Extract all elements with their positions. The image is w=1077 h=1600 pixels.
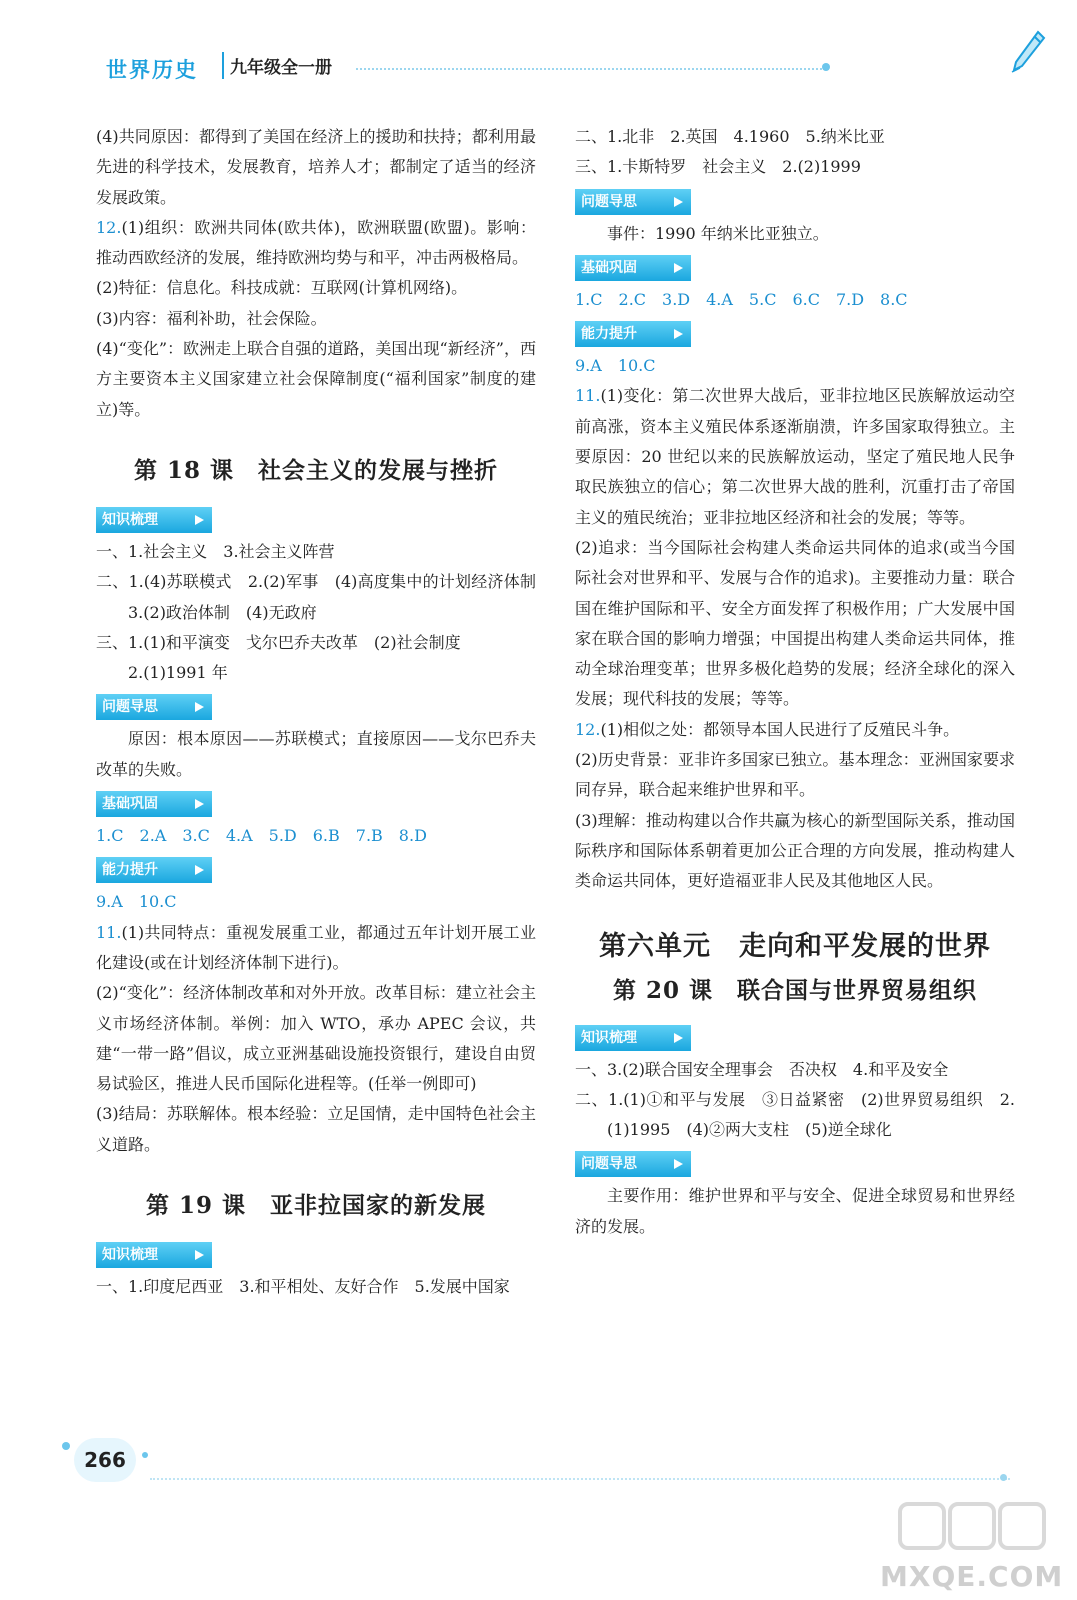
answer-paragraph: (2)追求：当今国际社会构建人类命运共同体的追求(或当今国际社会对世界和平、发展与合作的追求)。主要推动力量：联合国在维护国际和平、安全方面发挥了积极作用；广大发展中国家在联合国的影响力增强；中国提出构建人类命运共同体，推动全球治理变革；世界多极化趋势的发展；经济全球化的深入发展；现代科技的发展；等等。 xyxy=(575,537,1015,709)
choice-answers: 1.C 2.A 3.C 4.A 5.D 6.B 7.B 8.D xyxy=(96,826,427,846)
answer-paragraph: (2)历史背景：亚非许多国家已独立。基本理念：亚洲国家要求同存异，联合起来维护世界和平。 xyxy=(575,750,1015,800)
tag-nengli-tisheng: 能力提升 xyxy=(96,857,212,883)
answer-line: 一、1.社会主义 3.社会主义阵营 xyxy=(96,541,335,561)
question-number: 12. xyxy=(96,217,122,237)
lesson-18-title: 第 18 课 社会主义的发展与挫折 xyxy=(133,456,499,484)
answer-paragraph: (2)特征：信息化。科技成就：互联网(计算机网络)。 xyxy=(96,278,468,298)
answer-paragraph xyxy=(96,213,536,274)
answer-paragraph: (4)“变化”：欧洲走上联合自强的道路，美国出现“新经济”，西方主要资本主义国家建立社会保障制度(“福利国家”制度的建立)等。 xyxy=(96,339,536,419)
answer-paragraph: 事件：1990 年纳米比亚独立。 xyxy=(607,223,829,243)
answer-line: 一、3.(2)联合国安全理事会 否决权 4.和平及安全 xyxy=(575,1059,949,1079)
answer-line: 2.(1)1991 年 xyxy=(128,663,228,683)
answer-paragraph: 原因：根本原因——苏联模式；直接原因——戈尔巴乔夫改革的失败。 xyxy=(96,729,536,779)
tag-jichu-gonggu: 基础巩固 xyxy=(575,255,691,281)
header-divider xyxy=(356,68,826,70)
answer-paragraph: (3)结局：苏联解体。根本经验：立足国情，走中国特色社会主义道路。 xyxy=(96,1104,536,1154)
answer-paragraph xyxy=(96,918,536,979)
answer-line: 一、1.印度尼西亚 3.和平相处、友好合作 5.发展中国家 xyxy=(96,1277,510,1297)
answer-text: (1)相似之处：都领导本国人民进行了反殖民斗争。 xyxy=(600,719,960,739)
header-dot xyxy=(822,63,830,71)
answer-paragraph: 主要作用：维护世界和平与安全、促进全球贸易和世界经济的发展。 xyxy=(575,1186,1015,1236)
page-header xyxy=(0,0,1077,110)
grade-label: 九年级全一册 xyxy=(222,52,338,79)
watermark-text: MXQE.COM xyxy=(880,1560,1064,1593)
unit-6-title: 第六单元 走向和平发展的世界 xyxy=(599,930,991,962)
left-column xyxy=(96,122,553,1302)
page-number: 266 xyxy=(74,1438,136,1482)
footer-dot xyxy=(1000,1474,1007,1481)
pencil-icon xyxy=(1008,28,1048,76)
tag-zhishi-shuli: 知识梳理 xyxy=(96,507,212,533)
answer-text: (1)变化：第二次世界大战后，亚非拉地区民族解放运动空前高涨，资本主义殖民体系逐渐崩溃，许多国家取得独立。主要原因：20 世纪以来的民族解放运动，坚定了殖民地人民争取民族独立的信心；第二次世界大战的胜利，沉重打击了帝国主义的殖民统治；亚非拉地区经济和社会的发展；等等。 xyxy=(575,386,1015,527)
answer-line: 三、1.(1)和平演变 戈尔巴乔夫改革 (2)社会制度 xyxy=(96,632,461,652)
footer-dot xyxy=(142,1452,148,1458)
tag-zhishi-shuli: 知识梳理 xyxy=(96,1242,212,1268)
answer-paragraph xyxy=(575,715,1015,745)
answer-paragraph: (2)“变化”：经济体制改革和对外开放。改革目标：建立社会主义市场经济体制。举例：加入 WTO，承办 APEC 会议，共建“一带一路”倡议，成立亚洲基础设施投资银行，建设自由贸易试验区，推进人民币国际化进程等。(任举一例即可) xyxy=(96,983,536,1094)
choice-answers: 9.A 10.C xyxy=(575,356,656,376)
tag-wenti-daosi: 问题导思 xyxy=(96,694,212,720)
lesson-19-title: 第 19 课 亚非拉国家的新发展 xyxy=(145,1192,487,1220)
answer-paragraph: (3)内容：福利补助，社会保险。 xyxy=(96,308,327,328)
subject-title: 世界历史 xyxy=(106,58,198,82)
question-number: 11. xyxy=(96,922,122,942)
answer-line: 二、1.(1)①和平与发展 ③日益紧密 (2)世界贸易组织 2.(1)1995 (4)②两大支柱 (5)逆全球化 xyxy=(575,1089,1015,1140)
answer-paragraph xyxy=(575,381,1015,532)
tag-wenti-daosi: 问题导思 xyxy=(575,189,691,215)
footer-divider xyxy=(150,1478,1010,1480)
tag-zhishi-shuli: 知识梳理 xyxy=(575,1025,691,1051)
answer-paragraph: (3)理解：推动构建以合作共赢为核心的新型国际关系，推动国际秩序和国际体系朝着更加公正合理的方向发展，推动构建人类命运共同体，更好造福亚非人民及其他地区人民。 xyxy=(575,810,1015,891)
tag-nengli-tisheng: 能力提升 xyxy=(575,321,691,347)
answer-line: 三、1.卡斯特罗 社会主义 2.(2)1999 xyxy=(575,157,861,177)
right-column xyxy=(575,122,1015,1242)
tag-jichu-gonggu: 基础巩固 xyxy=(96,791,212,817)
answer-line: 二、1.(4)苏联模式 2.(2)军事 (4)高度集中的计划经济体制 3.(2)政治体制 (4)无政府 xyxy=(96,572,553,622)
answer-text: (1)组织：欧洲共同体(欧共体)，欧洲联盟(欧盟)。影响：推动西欧经济的发展，维持欧洲均势与和平，冲击两极格局。 xyxy=(96,217,536,268)
answer-text: (1)共同特点：重视发展重工业，都通过五年计划开展工业化建设(或在计划经济体制下进行)。 xyxy=(96,922,536,972)
question-number: 11. xyxy=(575,386,601,406)
question-number: 12. xyxy=(575,719,601,739)
answer-line: 二、1.北非 2.英国 4.1960 5.纳米比亚 xyxy=(575,127,885,146)
tag-wenti-daosi: 问题导思 xyxy=(575,1151,691,1177)
lesson-20-title: 第 20 课 联合国与世界贸易组织 xyxy=(612,976,978,1004)
footer-dot xyxy=(62,1442,70,1450)
choice-answers: 9.A 10.C xyxy=(96,892,177,912)
answer-paragraph: (4)共同原因：都得到了美国在经济上的援助和扶持；都利用最先进的科学技术，发展教育，培养人才；都制定了适当的经济发展政策。 xyxy=(96,127,536,207)
choice-answers: 1.C 2.C 3.D 4.A 5.C 6.C 7.D 8.C xyxy=(575,289,908,309)
